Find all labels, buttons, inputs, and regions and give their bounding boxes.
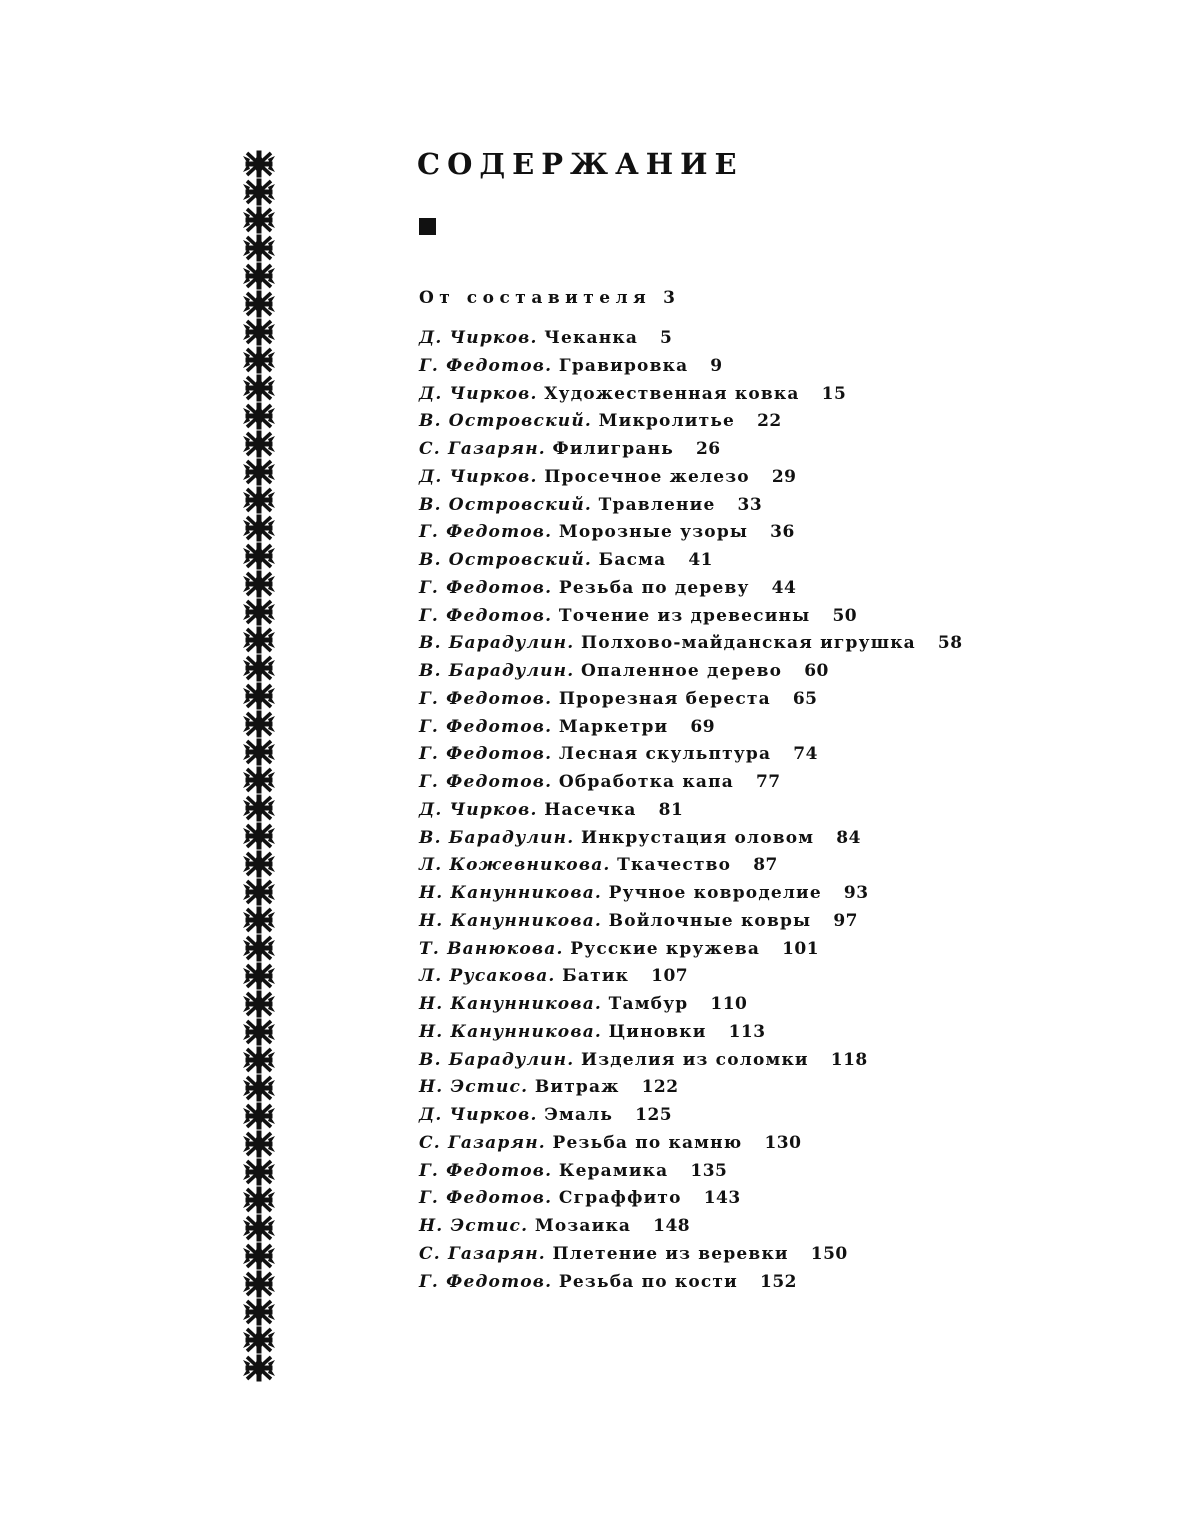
toc-author: В. Барадулин. — [419, 828, 574, 848]
toc-title: Травление — [599, 495, 716, 515]
toc-entry — [419, 686, 963, 714]
toc-author: Н. Канунникова. — [419, 1022, 602, 1042]
toc-title: Резьба по кости — [559, 1272, 738, 1292]
toc-page-number: 65 — [793, 689, 818, 709]
toc-page-number: 58 — [938, 633, 963, 653]
ornament-star-icon — [243, 767, 275, 793]
toc-page-number: 50 — [832, 606, 857, 626]
toc-title: Сграффито — [559, 1188, 682, 1208]
ornament-star-icon — [243, 1215, 275, 1241]
ornament-star-icon — [243, 1271, 275, 1297]
toc-entry — [419, 936, 963, 964]
toc-page-number: 130 — [764, 1133, 801, 1153]
toc-page-number: 22 — [757, 411, 782, 431]
ornament-star-icon — [243, 1075, 275, 1101]
toc-page-number: 152 — [760, 1272, 797, 1292]
toc-title: Войлочные ковры — [609, 911, 812, 931]
ornament-star-icon — [243, 1047, 275, 1073]
ornament-star-icon — [243, 599, 275, 625]
toc-page-number: 29 — [772, 467, 797, 487]
ornament-star-icon — [243, 963, 275, 989]
toc-page-number: 148 — [653, 1216, 690, 1236]
toc-entry — [419, 575, 963, 603]
table-of-contents — [419, 325, 963, 1296]
toc-author: В. Островский. — [419, 411, 592, 431]
ornament-star-icon — [243, 403, 275, 429]
toc-author: Г. Федотов. — [419, 1188, 552, 1208]
toc-entry — [419, 908, 963, 936]
toc-entry — [419, 963, 963, 991]
toc-page-number: 33 — [738, 495, 763, 515]
toc-entry — [419, 436, 963, 464]
toc-entry — [419, 1241, 963, 1269]
toc-entry — [419, 408, 963, 436]
toc-page-number: 44 — [772, 578, 797, 598]
toc-author: Д. Чирков. — [419, 1105, 538, 1125]
toc-author: Д. Чирков. — [419, 467, 538, 487]
toc-title: Инкрустация оловом — [581, 828, 814, 848]
toc-author: Н. Канунникова. — [419, 994, 602, 1014]
toc-author: Л. Русакова. — [419, 966, 556, 986]
toc-author: С. Газарян. — [419, 439, 546, 459]
toc-entry — [419, 1158, 963, 1186]
ornament-star-icon — [243, 543, 275, 569]
toc-page-number: 97 — [833, 911, 858, 931]
ornament-star-icon — [243, 935, 275, 961]
toc-title: Гравировка — [559, 356, 688, 376]
ornament-star-icon — [243, 179, 275, 205]
toc-entry — [419, 630, 963, 658]
toc-title: Чеканка — [544, 328, 638, 348]
toc-title: Батик — [562, 966, 629, 986]
page-title: СОДЕРЖАНИЕ — [417, 144, 744, 184]
toc-title: Циновки — [609, 1022, 707, 1042]
toc-author: В. Барадулин. — [419, 633, 574, 653]
ornament-star-icon — [243, 739, 275, 765]
toc-entry — [419, 769, 963, 797]
ornament-star-icon — [243, 347, 275, 373]
toc-title: Филигрань — [553, 439, 674, 459]
ornament-star-icon — [243, 823, 275, 849]
intro-page: 3 — [663, 288, 675, 308]
toc-title: Обработка капа — [559, 772, 734, 792]
ornament-star-icon — [243, 907, 275, 933]
toc-author: Г. Федотов. — [419, 1272, 552, 1292]
ornament-star-icon — [243, 235, 275, 261]
toc-page-number: 150 — [811, 1244, 848, 1264]
toc-author: Н. Эстис. — [419, 1077, 528, 1097]
toc-entry — [419, 825, 963, 853]
toc-title: Витраж — [535, 1077, 620, 1097]
ornament-star-icon — [243, 851, 275, 877]
toc-title: Микролитье — [599, 411, 735, 431]
toc-author: Г. Федотов. — [419, 606, 552, 626]
ornament-star-icon — [243, 1019, 275, 1045]
toc-page-number: 9 — [710, 356, 722, 376]
toc-page-number: 87 — [753, 855, 778, 875]
toc-entry — [419, 1102, 963, 1130]
toc-title: Тамбур — [609, 994, 689, 1014]
toc-author: Г. Федотов. — [419, 522, 552, 542]
toc-author: Г. Федотов. — [419, 689, 552, 709]
toc-title: Насечка — [544, 800, 636, 820]
toc-page-number: 93 — [844, 883, 869, 903]
toc-page-number: 81 — [659, 800, 684, 820]
toc-entry — [419, 797, 963, 825]
toc-author: С. Газарян. — [419, 1133, 546, 1153]
toc-page-number: 143 — [704, 1188, 741, 1208]
toc-author: Г. Федотов. — [419, 356, 552, 376]
toc-entry — [419, 880, 963, 908]
toc-title: Плетение из веревки — [553, 1244, 789, 1264]
ornament-star-icon — [243, 291, 275, 317]
toc-entry — [419, 1047, 963, 1075]
ornament-star-icon — [243, 879, 275, 905]
toc-entry — [419, 852, 963, 880]
toc-title: Ткачество — [617, 855, 731, 875]
toc-entry — [419, 325, 963, 353]
ornament-star-icon — [243, 1327, 275, 1353]
toc-title: Мозаика — [535, 1216, 631, 1236]
toc-page-number: 15 — [822, 384, 847, 404]
ornament-star-icon — [243, 487, 275, 513]
toc-entry — [419, 1213, 963, 1241]
ornament-star-icon — [243, 627, 275, 653]
toc-author: С. Газарян. — [419, 1244, 546, 1264]
toc-title: Басма — [599, 550, 667, 570]
ornament-star-icon — [243, 655, 275, 681]
ornament-star-icon — [243, 431, 275, 457]
toc-entry — [419, 492, 963, 520]
toc-entry — [419, 547, 963, 575]
toc-page-number: 135 — [690, 1161, 727, 1181]
toc-title: Ручное ковроделие — [609, 883, 822, 903]
toc-page-number: 84 — [836, 828, 861, 848]
ornament-star-icon — [243, 515, 275, 541]
toc-entry — [419, 353, 963, 381]
ornament-star-icon — [243, 1103, 275, 1129]
toc-author: Д. Чирков. — [419, 384, 538, 404]
toc-title: Изделия из соломки — [581, 1050, 809, 1070]
ornament-star-icon — [243, 991, 275, 1017]
toc-entry — [419, 603, 963, 631]
ornament-star-icon — [243, 1355, 275, 1381]
toc-intro — [419, 285, 675, 311]
toc-author: В. Барадулин. — [419, 1050, 574, 1070]
ornament-star-icon — [243, 319, 275, 345]
ornament-star-icon — [243, 1187, 275, 1213]
toc-title: Резьба по камню — [553, 1133, 743, 1153]
ornament-star-icon — [243, 375, 275, 401]
ornament-star-icon — [243, 1159, 275, 1185]
toc-page-number: 60 — [804, 661, 829, 681]
toc-author: Г. Федотов. — [419, 744, 552, 764]
toc-entry — [419, 741, 963, 769]
toc-entry — [419, 991, 963, 1019]
toc-author: Т. Ванюкова. — [419, 939, 564, 959]
toc-title: Точение из древесины — [559, 606, 811, 626]
toc-entry — [419, 1130, 963, 1158]
toc-author: Д. Чирков. — [419, 328, 538, 348]
toc-entry — [419, 714, 963, 742]
toc-page-number: 36 — [770, 522, 795, 542]
ornament-star-icon — [243, 459, 275, 485]
toc-author: Н. Канунникова. — [419, 883, 602, 903]
ornament-border — [240, 150, 278, 1382]
toc-title: Опаленное дерево — [581, 661, 782, 681]
toc-author: Г. Федотов. — [419, 717, 552, 737]
toc-author: В. Островский. — [419, 550, 592, 570]
toc-entry — [419, 1269, 963, 1297]
toc-author: В. Островский. — [419, 495, 592, 515]
toc-page-number: 113 — [729, 1022, 766, 1042]
toc-author: Г. Федотов. — [419, 1161, 552, 1181]
ornament-star-icon — [243, 1131, 275, 1157]
ornament-star-icon — [243, 795, 275, 821]
toc-title: Художественная ковка — [544, 384, 799, 404]
toc-page-number: 125 — [635, 1105, 672, 1125]
toc-page-number: 69 — [690, 717, 715, 737]
ornament-star-icon — [243, 1299, 275, 1325]
toc-title: Прорезная береста — [559, 689, 771, 709]
toc-page-number: 101 — [782, 939, 819, 959]
ornament-star-icon — [243, 1243, 275, 1269]
square-bullet-icon — [419, 218, 436, 235]
toc-author: В. Барадулин. — [419, 661, 574, 681]
toc-title: Просечное железо — [544, 467, 750, 487]
toc-title: Керамика — [559, 1161, 668, 1181]
toc-page-number: 26 — [696, 439, 721, 459]
toc-title: Маркетри — [559, 717, 668, 737]
toc-page-number: 77 — [756, 772, 781, 792]
toc-author: Л. Кожевникова. — [419, 855, 611, 875]
toc-page-number: 110 — [710, 994, 747, 1014]
toc-title: Эмаль — [544, 1105, 613, 1125]
toc-author: Д. Чирков. — [419, 800, 538, 820]
toc-page-number: 118 — [831, 1050, 868, 1070]
toc-page-number: 74 — [793, 744, 818, 764]
toc-page-number: 41 — [688, 550, 713, 570]
toc-author: Н. Эстис. — [419, 1216, 528, 1236]
intro-label: От составителя — [419, 288, 651, 308]
toc-title: Лесная скульптура — [559, 744, 771, 764]
toc-author: Г. Федотов. — [419, 772, 552, 792]
toc-author: Г. Федотов. — [419, 578, 552, 598]
ornament-star-icon — [243, 683, 275, 709]
ornament-star-icon — [243, 711, 275, 737]
toc-entry — [419, 381, 963, 409]
ornament-star-icon — [243, 151, 275, 177]
toc-entry — [419, 1185, 963, 1213]
toc-page-number: 5 — [660, 328, 672, 348]
ornament-star-icon — [243, 263, 275, 289]
toc-entry — [419, 658, 963, 686]
toc-entry — [419, 1019, 963, 1047]
toc-title: Морозные узоры — [559, 522, 748, 542]
toc-entry — [419, 1074, 963, 1102]
toc-title: Полхово-майданская игрушка — [581, 633, 916, 653]
toc-entry — [419, 464, 963, 492]
toc-page-number: 107 — [651, 966, 688, 986]
ornament-star-icon — [243, 571, 275, 597]
toc-entry — [419, 519, 963, 547]
ornament-star-icon — [243, 207, 275, 233]
toc-title: Русские кружева — [570, 939, 760, 959]
toc-author: Н. Канунникова. — [419, 911, 602, 931]
toc-page-number: 122 — [642, 1077, 679, 1097]
toc-title: Резьба по дереву — [559, 578, 750, 598]
